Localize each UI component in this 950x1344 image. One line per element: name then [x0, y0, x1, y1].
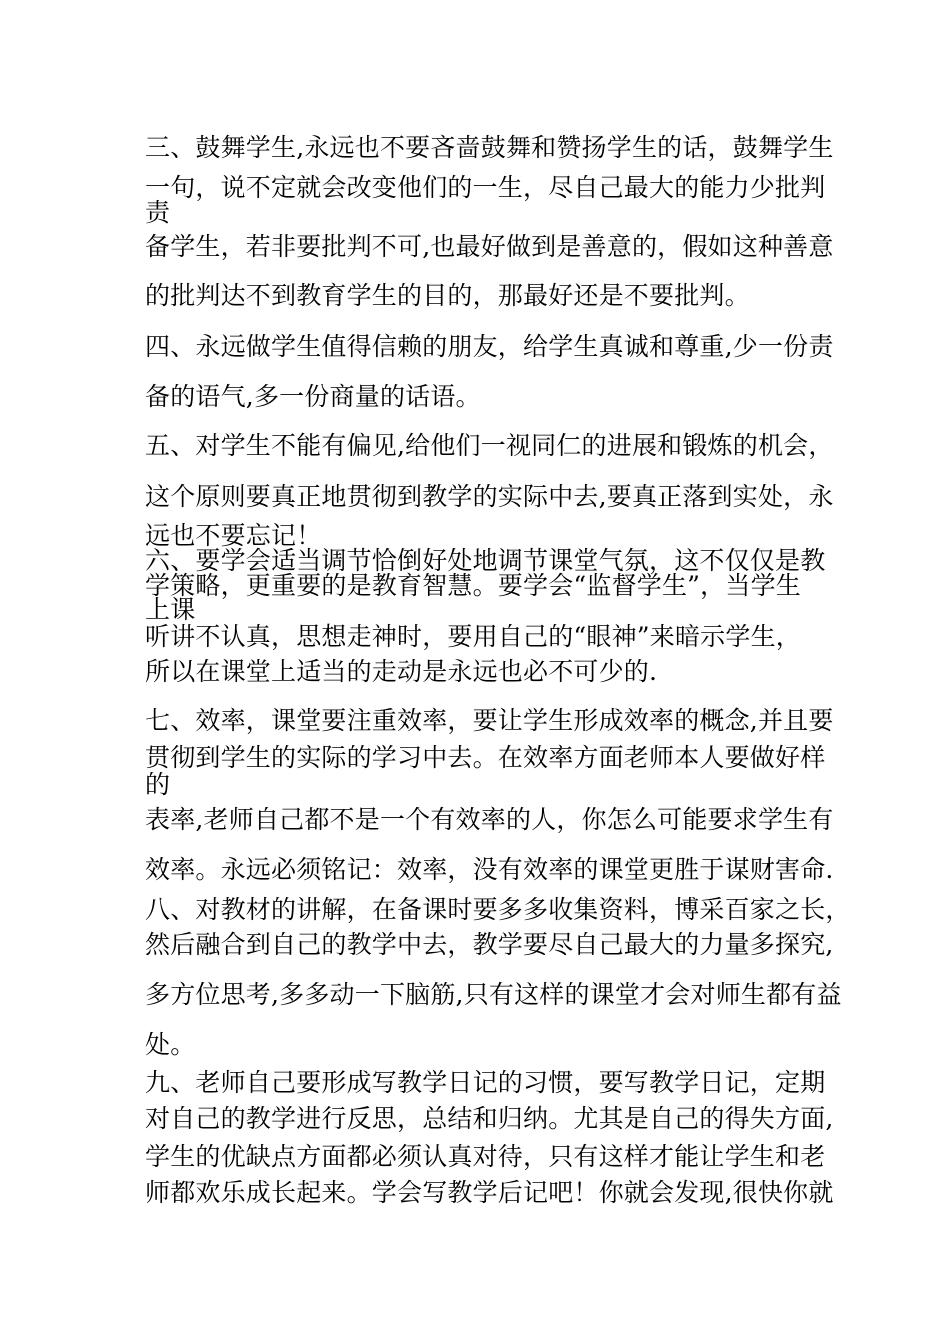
text-line: 的批判达不到教育学生的目的，那最好还是不要批判。 [145, 281, 750, 310]
text-line: 的 [145, 770, 171, 799]
text-line: 七、效率，课堂要注重效率，要让学生形成效率的概念,并且要 [145, 706, 834, 735]
text-line: 备学生，若非要批判不可,也最好做到是善意的，假如这种善意 [145, 232, 834, 261]
text-line: 四、永远做学生值得信赖的朋友，给学生真诚和尊重,少一份责 [145, 332, 834, 361]
text-line: 学生的优缺点方面都必须认真对待，只有这样才能让学生和老 [145, 1142, 826, 1171]
text-line: 处。 [145, 1030, 196, 1059]
text-line: 责 [145, 198, 171, 227]
text-line: 师都欢乐成长起来。学会写教学后记吧！你就会发现,很快你就 [145, 1178, 834, 1207]
text-line: 三、鼓舞学生,永远也不要吝啬鼓舞和赞扬学生的话，鼓舞学生 [145, 133, 834, 162]
text-line: 效率。永远必须铭记：效率，没有效率的课堂更胜于谋财害命. [145, 855, 834, 884]
text-line: 远也不要忘记！ [145, 521, 322, 550]
text-line: 多方位思考,多多动一下脑筋,只有这样的课堂才会对师生都有益 [145, 980, 842, 1009]
text-line: 六、要学会适当调节恰倒好处地调节课堂气氛，这不仅仅是教 [145, 546, 826, 575]
text-line: 上课 [145, 595, 196, 624]
text-line: 贯彻到学生的实际的学习中去。在效率方面老师本人要做好样 [145, 743, 826, 772]
text-line: 这个原则要真正地贯彻到教学的实际中去,要真正落到实处，永 [145, 482, 834, 511]
text-line: 九、老师自己要形成写教学日记的习惯，要写教学日记，定期 [145, 1068, 826, 1097]
text-line: 所以在课堂上适当的走动是永远也必不可少的. [145, 657, 658, 686]
text-line: 学策略，更重要的是教育智慧。要学会“监督学生”，当学生 [145, 571, 801, 600]
text-line: 听讲不认真，思想走神时，要用自己的“眼神”来暗示学生， [145, 622, 801, 651]
text-line: 一句，说不定就会改变他们的一生，尽自己最大的能力少批判 [145, 173, 826, 202]
text-line: 然后融合到自己的教学中去，教学要尽自己最大的力量多探究, [145, 930, 834, 959]
text-line: 对自己的教学进行反思，总结和归纳。尤其是自己的得失方面, [145, 1104, 834, 1133]
text-line: 五、对学生不能有偏见,给他们一视同仁的进展和锻炼的机会， [145, 431, 834, 460]
text-line: 八、对教材的讲解，在备课时要多多收集资料，博采百家之长， [145, 895, 851, 924]
text-line: 表率,老师自己都不是一个有效率的人，你怎么可能要求学生有 [145, 805, 834, 834]
text-line: 备的语气,多一份商量的话语。 [145, 382, 481, 411]
